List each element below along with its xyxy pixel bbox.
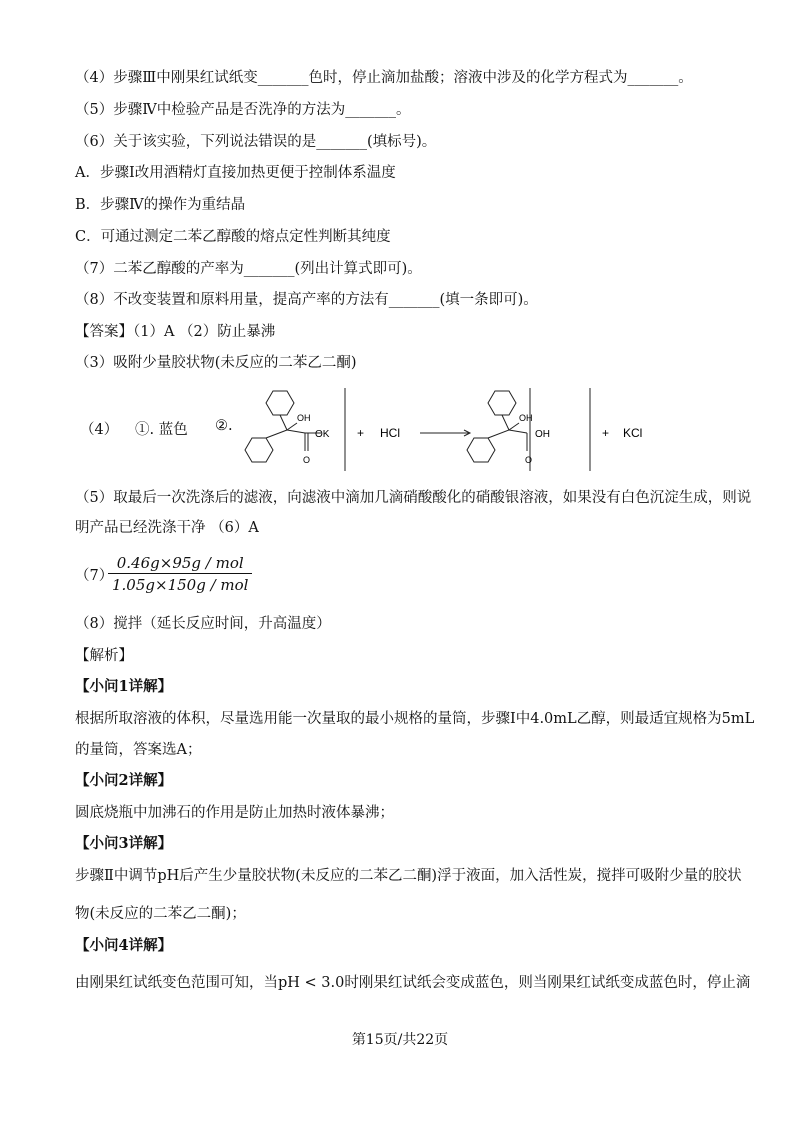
answer-line-3: （3）吸附少量胶状物(未反应的二苯乙二酮) [75,355,357,371]
page-footer: 第15页/共22页 [351,1032,449,1048]
explain-1b: 的量筒，答案选A； [75,742,202,758]
answer-line-8: （8）搅拌（延长反应时间，升高温度） [75,616,331,632]
fraction-numerator: 0.46g×95g / mol [108,553,252,574]
sub-heading-4: 【小问4详解】 [75,937,173,954]
plus-sign-1: + [357,426,365,440]
product-oh-label: OH [519,413,533,423]
option-a: A．步骤Ⅰ改用酒精灯直接加热更便于控制体系温度 [75,165,396,181]
reaction-diagram [75,383,675,473]
question-line-4: （4）步骤Ⅲ中刚果红试纸变_______色时，停止滴加盐酸；溶液中涉及的化学方程式为_______。 [75,70,693,86]
explain-1a: 根据所取溶液的体积，尽量选用能一次量取的最小规格的量筒，步骤Ⅰ中4.0mL乙醇，则最适宜规格为5mL [75,711,755,727]
answer-4-part2: ②. [215,418,233,434]
option-c: C．可通过测定二苯乙醇酸的熔点定性判断其纯度 [75,229,391,245]
reactant-oh-label: OH [297,413,311,423]
product-o-label: O [525,455,533,465]
question-line-5: （5）步骤Ⅳ中检验产品是否洗净的方法为_______。 [75,102,411,118]
product-oh2-label: OH [535,429,550,440]
hcl-label: HCl [380,426,400,440]
sub-heading-3: 【小问3详解】 [75,835,173,852]
answer-7-label: （7） [75,568,114,584]
question-line-7: （7）二苯乙醇酸的产率为_______(列出计算式即可)。 [75,261,422,277]
explain-3a: 步骤Ⅱ中调节pH后产生少量胶状物(未反应的二苯乙二酮)浮于液面，加入活性炭，搅拌可吸附少量的胶状 [75,868,742,884]
answer-4-label: （4） [80,422,119,438]
explain-3b: 物(未反应的二苯乙二酮)； [75,906,246,922]
yield-fraction [108,553,252,596]
question-line-6: （6）关于该实验，下列说法错误的是_______(填标号)。 [75,134,437,150]
reaction-equation [75,383,675,473]
explain-2: 圆底烧瓶中加沸石的作用是防止加热时液体暴沸； [75,805,394,821]
reactant-o-label: O [303,455,311,465]
fraction-denominator: 1.05g×150g / mol [112,576,249,594]
reactant-ok-label: OK [315,429,330,440]
answer-line-1: 【答案】（1）A （2）防止暴沸 [75,324,276,340]
sub-heading-1: 【小问1详解】 [75,678,173,695]
option-b: B．步骤Ⅳ的操作为重结晶 [75,197,246,213]
answer-line-5a: （5）取最后一次洗涤后的滤液，向滤液中滴加几滴硝酸酸化的硝酸银溶液，如果没有白色沉淀生成，则说 [75,490,752,506]
answer-line-5b: 明产品已经洗涤干净 （6）A [75,520,259,536]
answer-4-part1: ①. 蓝色 [135,422,188,438]
explain-4: 由刚果红试纸变色范围可知，当pH < 3.0时刚果红试纸会变成蓝色，则当刚果红试纸变成蓝色时，停止滴 [75,975,751,991]
question-line-8: （8）不改变装置和原料用量，提高产率的方法有_______(填一条即可)。 [75,292,538,308]
analysis-heading: 【解析】 [75,648,133,664]
kcl-label: KCl [623,426,643,440]
plus-sign-2: + [602,426,610,440]
sub-heading-2: 【小问2详解】 [75,772,173,789]
